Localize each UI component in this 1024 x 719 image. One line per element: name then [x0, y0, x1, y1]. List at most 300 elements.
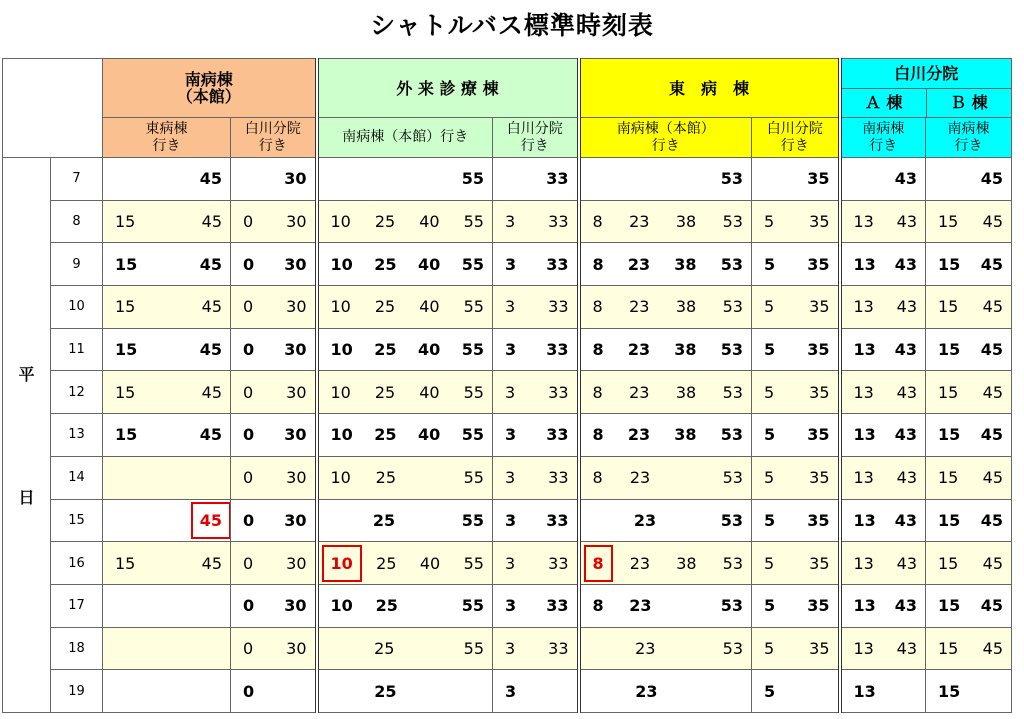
hour-label: 18	[51, 627, 103, 670]
departure-minutes	[319, 542, 493, 584]
departure-minutes	[103, 670, 230, 712]
departure-minute: 30	[286, 553, 307, 573]
departure-minutes	[842, 670, 926, 712]
departure-cell	[231, 542, 317, 585]
departure-cell	[103, 670, 231, 713]
sub-header-label: 南病棟（本館）行き	[342, 129, 469, 145]
departure-minute: 23	[627, 254, 651, 274]
departure-minute: 35	[809, 468, 830, 488]
departure-minutes	[493, 414, 577, 456]
departure-minutes	[926, 414, 1011, 456]
building-a-label: Ａ 棟	[842, 89, 927, 117]
sub-header-outpatient-to-south	[317, 118, 493, 158]
departure-cell	[926, 158, 1012, 201]
departure-minute: 15	[938, 212, 959, 232]
departure-minutes	[752, 201, 838, 243]
departure-minute: 13	[853, 425, 876, 445]
departure-minute: 40	[417, 254, 441, 274]
departure-minute: 35	[807, 169, 830, 189]
departure-cell	[840, 328, 926, 371]
departure-minutes	[581, 585, 752, 627]
departure-minute: 35	[807, 254, 830, 274]
departure-minute: 3	[505, 425, 517, 445]
hour-label: 9	[51, 243, 103, 286]
day-type-label	[3, 158, 51, 713]
departure-minute: 3	[505, 254, 517, 274]
departure-minute: 53	[722, 553, 743, 573]
hour-label: 15	[51, 499, 103, 542]
departure-minute: 43	[896, 553, 917, 573]
departure-minute: 15	[938, 638, 959, 658]
departure-cell	[231, 243, 317, 286]
departure-minutes	[319, 243, 493, 285]
departure-minute: 15	[938, 254, 961, 274]
departure-cell	[231, 286, 317, 329]
departure-minute: 33	[548, 297, 569, 317]
departure-cell	[752, 584, 840, 627]
departure-minutes	[926, 542, 1011, 584]
departure-minute: 33	[548, 638, 569, 658]
departure-minutes	[752, 158, 838, 200]
departure-minute: 33	[548, 553, 569, 573]
departure-cell	[752, 158, 840, 201]
departure-cell	[317, 542, 493, 585]
departure-cell	[752, 456, 840, 499]
departure-minute: 35	[809, 382, 830, 402]
departure-minute: 3	[505, 212, 516, 232]
group-header-outpatient-label: 外 来 診 療 棟	[396, 78, 499, 98]
departure-cell	[317, 584, 493, 627]
departure-minutes	[752, 670, 838, 712]
day-type-char: 日	[18, 487, 35, 507]
departure-minute: 3	[505, 638, 516, 658]
departure-cell	[317, 627, 493, 670]
departure-cell	[493, 670, 579, 713]
departure-minute: 15	[115, 254, 138, 274]
departure-minute: 30	[284, 169, 307, 189]
departure-cell	[840, 286, 926, 329]
departure-minute: 0	[243, 638, 254, 658]
departure-cell	[752, 286, 840, 329]
departure-minute: 5	[764, 681, 776, 701]
departure-minute-highlighted: 8	[592, 553, 604, 573]
departure-minutes	[752, 457, 838, 499]
departure-minute: 33	[546, 510, 569, 530]
group-header-east-label: 東 病 棟	[668, 78, 749, 98]
departure-minutes	[842, 628, 926, 670]
departure-minutes	[752, 585, 838, 627]
departure-minutes	[581, 670, 752, 712]
departure-cell	[493, 243, 579, 286]
hour-label: 19	[51, 670, 103, 713]
departure-minute: 0	[243, 468, 254, 488]
departure-cell	[231, 158, 317, 201]
departure-minute: 38	[676, 553, 697, 573]
hour-label: 14	[51, 456, 103, 499]
departure-minutes	[926, 670, 1011, 712]
departure-cell	[926, 414, 1012, 457]
departure-minute: 33	[546, 254, 569, 274]
group-header-east	[579, 59, 840, 118]
departure-minutes	[319, 329, 493, 371]
departure-minute: 38	[675, 212, 697, 232]
departure-cell	[103, 243, 231, 286]
departure-minutes	[842, 158, 926, 200]
departure-minute: 23	[629, 553, 651, 573]
departure-minute: 55	[463, 638, 484, 658]
departure-cell	[579, 542, 752, 585]
departure-cell	[840, 371, 926, 414]
departure-minute: 23	[635, 681, 658, 701]
departure-minute: 23	[633, 510, 657, 530]
timetable-row	[3, 627, 1012, 670]
departure-minute: 43	[896, 638, 917, 658]
departure-minutes	[926, 201, 1011, 243]
departure-minute: 53	[720, 340, 743, 360]
departure-minute: 13	[853, 596, 876, 616]
departure-minutes	[319, 286, 493, 328]
departure-minute: 13	[853, 553, 874, 573]
departure-minute: 13	[853, 212, 874, 232]
departure-cell	[103, 158, 231, 201]
departure-minute: 53	[722, 638, 743, 658]
departure-minute: 15	[938, 468, 959, 488]
departure-cell	[231, 371, 317, 414]
departure-minute: 53	[722, 212, 743, 232]
departure-minute: 30	[286, 382, 307, 402]
departure-minute: 25	[372, 510, 396, 530]
timetable-row	[3, 584, 1012, 627]
departure-cell	[926, 371, 1012, 414]
departure-cell	[926, 200, 1012, 243]
sub-header-outpatient-to-branch	[493, 118, 579, 158]
departure-minute: 10	[330, 254, 353, 274]
departure-minute: 8	[592, 297, 603, 317]
departure-minute: 38	[675, 382, 697, 402]
departure-minute: 30	[286, 468, 307, 488]
departure-minute: 15	[938, 297, 959, 317]
departure-minute: 25	[374, 254, 397, 274]
departure-minutes	[319, 670, 493, 712]
departure-cell	[493, 542, 579, 585]
departure-minute: 8	[592, 212, 603, 232]
departure-minute: 10	[330, 297, 351, 317]
departure-minute: 55	[461, 340, 484, 360]
departure-cell	[926, 627, 1012, 670]
departure-cell	[579, 371, 752, 414]
departure-minute: 43	[894, 425, 917, 445]
departure-cell	[579, 627, 752, 670]
departure-minute: 5	[764, 638, 775, 658]
departure-minute: 5	[764, 510, 776, 530]
departure-minutes	[493, 371, 577, 413]
departure-minutes	[581, 414, 752, 456]
departure-minutes	[493, 201, 577, 243]
departure-minute: 10	[330, 468, 351, 488]
timetable-row	[3, 243, 1012, 286]
departure-minute: 15	[115, 382, 136, 402]
departure-minute: 55	[461, 254, 484, 274]
departure-minutes	[842, 542, 926, 584]
departure-cell	[579, 200, 752, 243]
departure-minute: 53	[720, 425, 743, 445]
departure-minutes	[926, 329, 1011, 371]
departure-minute: 0	[243, 212, 254, 232]
departure-cell	[579, 414, 752, 457]
group-header-south-label: 南病棟 （本館）	[176, 70, 241, 106]
departure-minute: 13	[853, 468, 874, 488]
departure-cell	[493, 414, 579, 457]
departure-cell	[926, 286, 1012, 329]
departure-minute: 55	[463, 553, 484, 573]
departure-minute: 23	[629, 382, 650, 402]
departure-minutes	[231, 542, 315, 584]
departure-minutes	[493, 542, 577, 584]
departure-minute: 8	[592, 382, 603, 402]
departure-minutes	[926, 286, 1011, 328]
departure-minutes	[493, 158, 577, 200]
departure-minutes	[926, 628, 1011, 670]
departure-minute: 15	[938, 553, 959, 573]
departure-minutes	[581, 286, 752, 328]
departure-minute: 0	[243, 297, 254, 317]
departure-minute: 25	[374, 212, 396, 232]
departure-cell	[926, 456, 1012, 499]
departure-cell	[752, 371, 840, 414]
departure-cell	[103, 200, 231, 243]
departure-minute: 8	[592, 254, 604, 274]
departure-cell	[493, 158, 579, 201]
departure-cell	[103, 328, 231, 371]
departure-minute: 5	[764, 212, 775, 232]
departure-minute: 35	[807, 425, 830, 445]
hour-label: 8	[51, 200, 103, 243]
departure-cell	[752, 542, 840, 585]
departure-minute: 13	[853, 638, 874, 658]
departure-minute: 25	[375, 468, 397, 488]
departure-minute: 15	[115, 340, 138, 360]
departure-minutes	[581, 243, 752, 285]
departure-minutes	[231, 500, 315, 542]
departure-minute: 43	[896, 468, 917, 488]
departure-minute: 25	[374, 297, 396, 317]
departure-minutes	[231, 243, 315, 285]
departure-minute: 3	[505, 297, 516, 317]
departure-minutes	[493, 457, 577, 499]
departure-minutes	[103, 628, 230, 670]
departure-minute: 30	[286, 212, 307, 232]
departure-minutes	[842, 201, 926, 243]
departure-cell	[840, 414, 926, 457]
departure-minute: 15	[115, 212, 136, 232]
departure-minute: 43	[894, 510, 917, 530]
departure-cell	[579, 158, 752, 201]
departure-minutes	[103, 371, 230, 413]
departure-minute: 55	[461, 169, 484, 189]
sub-header-label: 南病棟（本館） 行き	[616, 120, 715, 154]
sub-header-east-to-branch	[752, 118, 840, 158]
departure-minute: 23	[627, 340, 651, 360]
departure-minute: 33	[548, 212, 569, 232]
sub-header-branch-a-to-south	[840, 118, 926, 158]
departure-cell	[926, 499, 1012, 542]
departure-minute: 30	[284, 425, 307, 445]
departure-cell	[317, 456, 493, 499]
departure-minute: 33	[546, 425, 569, 445]
departure-cell	[752, 499, 840, 542]
departure-minute: 45	[980, 510, 1003, 530]
departure-minutes	[231, 201, 315, 243]
departure-minute: 55	[461, 425, 484, 445]
departure-minutes	[319, 628, 493, 670]
departure-minutes	[926, 158, 1011, 200]
departure-minute: 8	[592, 468, 603, 488]
departure-cell	[926, 243, 1012, 286]
departure-minute: 30	[284, 596, 307, 616]
departure-minute: 45	[201, 297, 222, 317]
departure-minutes	[842, 286, 926, 328]
departure-cell	[752, 414, 840, 457]
departure-minutes	[581, 457, 752, 499]
departure-minutes	[493, 329, 577, 371]
departure-minutes	[752, 286, 838, 328]
departure-cell	[752, 627, 840, 670]
timetable-row	[3, 499, 1012, 542]
page-title: シャトルバス標準時刻表	[370, 11, 654, 40]
departure-minute: 0	[243, 510, 255, 530]
departure-minute: 0	[243, 596, 255, 616]
departure-cell	[579, 328, 752, 371]
sub-header-label: 南病棟 行き	[862, 120, 905, 154]
departure-minute: 8	[592, 340, 604, 360]
hour-label: 13	[51, 414, 103, 457]
departure-minute: 38	[674, 254, 697, 274]
departure-minute: 10	[330, 212, 351, 232]
hour-label: 12	[51, 371, 103, 414]
departure-cell	[317, 670, 493, 713]
departure-minute: 53	[720, 254, 743, 274]
departure-cell	[840, 243, 926, 286]
departure-minute: 0	[243, 425, 255, 445]
departure-minute: 3	[505, 382, 516, 402]
departure-minute: 45	[199, 425, 222, 445]
departure-minute: 38	[675, 297, 697, 317]
departure-minute: 5	[764, 468, 775, 488]
departure-minute: 45	[201, 553, 222, 573]
departure-cell	[103, 499, 231, 542]
departure-minute: 33	[548, 382, 569, 402]
departure-minute: 23	[627, 425, 651, 445]
departure-minute: 15	[938, 382, 959, 402]
departure-minute: 45	[199, 254, 222, 274]
departure-minute: 35	[809, 297, 830, 317]
timetable-row	[3, 158, 1012, 201]
departure-minute: 45	[980, 340, 1003, 360]
departure-minute: 53	[720, 596, 743, 616]
departure-minute: 5	[764, 553, 775, 573]
departure-minute: 23	[629, 212, 650, 232]
departure-minute: 3	[505, 681, 517, 701]
timetable-row	[3, 670, 1012, 713]
departure-cell	[840, 584, 926, 627]
departure-minutes	[493, 585, 577, 627]
departure-minute: 3	[505, 340, 517, 360]
departure-cell	[317, 414, 493, 457]
departure-minute: 5	[764, 297, 775, 317]
group-header-branch	[840, 59, 1012, 118]
departure-minute: 30	[286, 297, 307, 317]
departure-minute: 13	[853, 297, 874, 317]
departure-cell	[752, 243, 840, 286]
departure-minutes	[103, 243, 230, 285]
departure-minutes	[752, 542, 838, 584]
departure-minutes	[842, 500, 926, 542]
departure-cell	[103, 456, 231, 499]
departure-minute: 0	[243, 340, 255, 360]
departure-minutes	[752, 329, 838, 371]
departure-minute: 5	[764, 254, 776, 274]
departure-minute: 53	[720, 169, 743, 189]
departure-minutes	[319, 457, 493, 499]
departure-cell	[317, 286, 493, 329]
departure-minutes	[926, 457, 1011, 499]
departure-minute: 53	[722, 468, 743, 488]
departure-cell	[926, 584, 1012, 627]
departure-minute: 43	[896, 212, 917, 232]
departure-minute: 55	[461, 596, 484, 616]
departure-minute: 43	[894, 340, 917, 360]
departure-minute: 35	[809, 212, 830, 232]
sub-header-label: 東病棟 行き	[145, 120, 188, 154]
departure-cell	[840, 670, 926, 713]
departure-minute: 45	[201, 212, 222, 232]
departure-minutes	[319, 585, 493, 627]
departure-cell	[317, 200, 493, 243]
departure-minutes	[752, 414, 838, 456]
departure-minutes	[231, 371, 315, 413]
departure-minute: 25	[375, 596, 398, 616]
departure-minutes	[103, 329, 230, 371]
departure-cell	[317, 243, 493, 286]
departure-minute: 45	[982, 297, 1003, 317]
departure-minute: 10	[330, 596, 353, 616]
departure-minute: 15	[938, 596, 961, 616]
departure-minute: 15	[938, 340, 961, 360]
departure-minutes	[926, 243, 1011, 285]
departure-minute: 35	[807, 596, 830, 616]
departure-minutes	[103, 286, 230, 328]
departure-cell	[231, 414, 317, 457]
departure-minute: 43	[896, 297, 917, 317]
departure-minutes	[231, 670, 315, 712]
departure-cell	[840, 158, 926, 201]
departure-minute: 33	[548, 468, 569, 488]
timetable-row	[3, 414, 1012, 457]
departure-minute: 40	[419, 297, 440, 317]
departure-minute: 40	[417, 425, 441, 445]
departure-minutes	[231, 628, 315, 670]
departure-minute: 25	[374, 340, 397, 360]
departure-minutes	[103, 201, 230, 243]
departure-cell	[752, 328, 840, 371]
group-header-south	[103, 59, 317, 118]
departure-minute-highlighted: 10	[330, 553, 353, 573]
departure-minutes	[581, 628, 752, 670]
departure-minutes	[581, 542, 752, 584]
departure-minute-highlighted: 45	[199, 510, 222, 530]
departure-minute: 8	[592, 425, 604, 445]
departure-minute: 23	[629, 468, 651, 488]
